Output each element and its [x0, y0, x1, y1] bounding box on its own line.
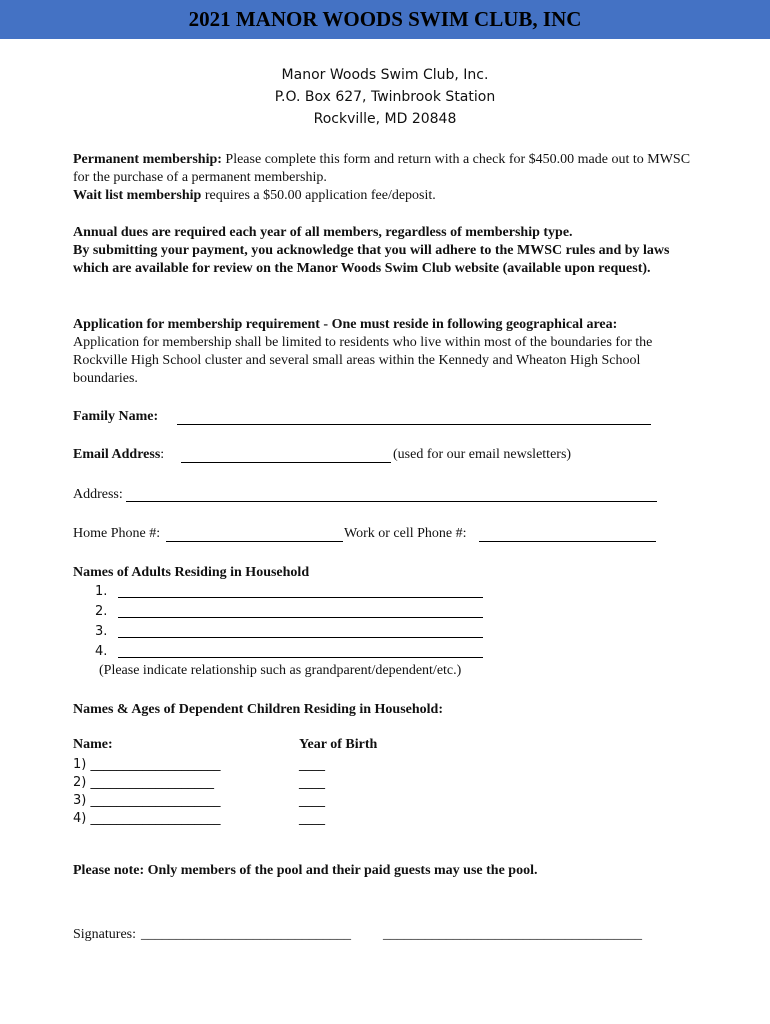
child-year-field-4[interactable]: ____	[299, 811, 325, 826]
children-heading: Names & Ages of Dependent Children Residing in Household:	[73, 702, 444, 717]
child-year-field-3[interactable]: ____	[299, 793, 325, 808]
home-phone-label: Home Phone #:	[73, 526, 161, 541]
city-state-zip: Rockville, MD 20848	[313, 111, 457, 127]
child-name-field-4[interactable]: 4) ____________________	[73, 811, 221, 826]
children-name-column: Name:	[73, 737, 113, 752]
adult-number: 1.	[95, 584, 108, 599]
email-colon: :	[160, 447, 165, 462]
signature-field-1[interactable]: ______________________________	[141, 927, 351, 942]
requirement-section	[73, 316, 703, 388]
signatures-label: Signatures:	[73, 927, 136, 942]
child-year-field-2[interactable]: ____	[299, 775, 325, 790]
requirement-heading: Application for membership requirement - One must reside in following geographical area:	[73, 317, 618, 332]
dues-line-2: By submitting your payment, you acknowledge that you will adhere to the MWSC rules and by laws which are available for review on the Manor Woods Swim Club website (available upon request).	[73, 243, 670, 276]
email-field[interactable]	[181, 462, 391, 463]
waitlist-membership-text: requires a $50.00 application fee/deposit.	[201, 188, 436, 203]
club-name: Manor Woods Swim Club, Inc.	[281, 67, 489, 83]
work-phone-label: Work or cell Phone #:	[344, 526, 467, 541]
dues-line-1: Annual dues are required each year of all members, regardless of membership type.	[73, 225, 573, 240]
family-name-field[interactable]	[177, 424, 651, 425]
children-year-column: Year of Birth	[299, 737, 378, 752]
child-year-field-1[interactable]: ____	[299, 757, 325, 772]
address-label: Address:	[73, 487, 123, 502]
adult-number: 3.	[95, 624, 108, 639]
email-note: (used for our email newsletters)	[393, 447, 572, 462]
child-name-field-3[interactable]: 3) ____________________	[73, 793, 221, 808]
work-phone-field[interactable]	[479, 541, 656, 542]
email-label: Email Address	[73, 447, 161, 462]
requirement-text: Application for membership shall be limited to residents who live within most of the boundaries for the Rockville High School cluster and several small areas within the Kennedy and Wheaton High School boundaries.	[73, 335, 653, 386]
adult-number: 4.	[95, 644, 108, 659]
adults-heading: Names of Adults Residing in Household	[73, 565, 310, 580]
family-name-label: Family Name:	[73, 409, 159, 424]
page-title: 2021 MANOR WOODS SWIM CLUB, INC	[0, 0, 770, 39]
address-field[interactable]	[126, 501, 657, 502]
child-name-field-2[interactable]: 2) ___________________	[73, 775, 214, 790]
adult-name-field-1[interactable]	[118, 597, 483, 598]
adult-name-field-4[interactable]	[118, 657, 483, 658]
child-name-field-1[interactable]: 1) ____________________	[73, 757, 221, 772]
waitlist-membership-label: Wait list membership	[73, 188, 202, 203]
adult-name-field-3[interactable]	[118, 637, 483, 638]
dues-section	[73, 224, 703, 278]
adults-note: (Please indicate relationship such as grandparent/dependent/etc.)	[99, 663, 462, 678]
signature-field-2[interactable]: _____________________________________	[383, 927, 642, 942]
membership-section	[73, 151, 703, 205]
po-box: P.O. Box 627, Twinbrook Station	[274, 89, 496, 105]
adult-name-field-2[interactable]	[118, 617, 483, 618]
permanent-membership-text: Please complete this form and return with a check for $450.00 made out to MWSC for the purchase of a permanent membership.	[73, 152, 691, 185]
permanent-membership-label: Permanent membership:	[73, 152, 222, 167]
home-phone-field[interactable]	[166, 541, 343, 542]
adult-number: 2.	[95, 604, 108, 619]
email-label-group	[73, 446, 164, 464]
pool-note: Please note: Only members of the pool and their paid guests may use the pool.	[73, 863, 538, 878]
